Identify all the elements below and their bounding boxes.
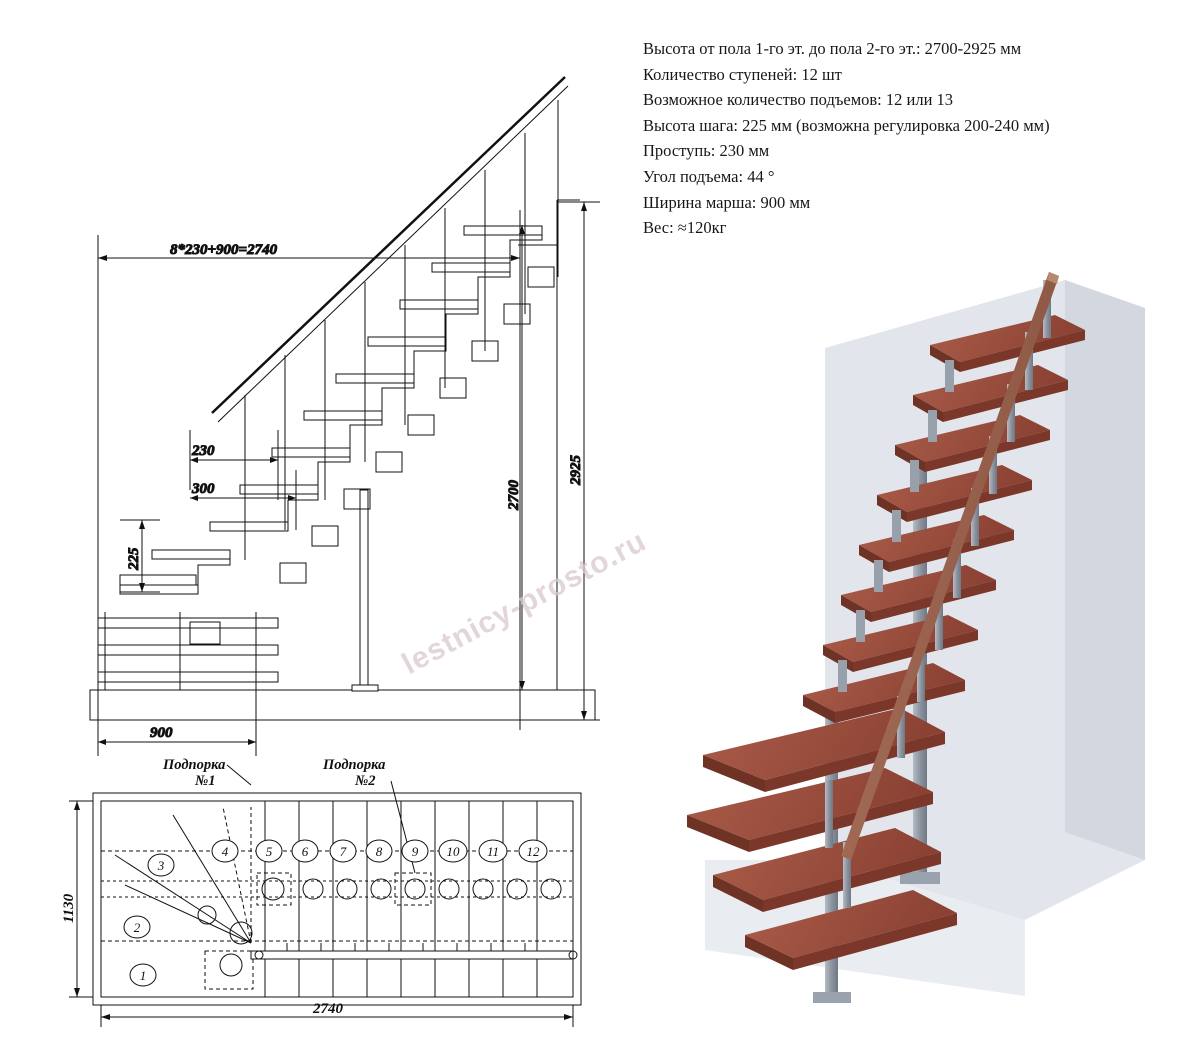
plan-drawing	[55, 755, 675, 1040]
dim-run-label: 8*230+900=2740	[170, 242, 278, 258]
plan-step-number: 2	[133, 920, 141, 935]
dim-length-label: 2740	[313, 1001, 343, 1017]
dim-tread-label: 230	[192, 443, 215, 459]
spec-line-angle: Угол подъема: 44 °	[643, 166, 775, 186]
plan-step-number: 12	[526, 844, 540, 859]
spec-line-march-width: Ширина марша: 900 мм	[643, 192, 811, 212]
plan-step-number: 6	[301, 844, 309, 859]
spec-line-weight: Вес: ≈120кг	[643, 218, 727, 238]
plan-step-number: 10	[446, 844, 460, 859]
support-2-label: Подпорка	[323, 757, 386, 773]
support-2-number: №2	[355, 773, 376, 789]
plan-step-number: 9	[411, 844, 419, 859]
dim-height-floor-label: 2700	[506, 480, 522, 510]
plan-step-number: 5	[265, 844, 273, 859]
support-1-label: Подпорка	[163, 757, 226, 773]
plan-step-number: 3	[157, 858, 165, 873]
stair-3d-render	[645, 160, 1185, 1030]
dim-300-label: 300	[192, 481, 215, 497]
elevation-drawing	[60, 30, 680, 770]
plan-step-number: 11	[486, 844, 500, 859]
spec-line-step-count: Количество ступеней: 12 шт	[643, 64, 842, 84]
dim-width-label: 900	[150, 725, 173, 741]
watermark: lestnicy-prosto.ru	[396, 524, 652, 681]
spec-line-floor-height: Высота от пола 1-го эт. до пола 2-го эт.: 2700-2925 мм	[643, 39, 1022, 58]
spec-line-tread: Проступь: 230 мм	[643, 141, 770, 161]
dim-rise-label: 225	[126, 547, 142, 570]
plan-step-number: 4	[221, 844, 229, 859]
spec-line-rise-count: Возможное количество подъемов: 12 или 13	[643, 90, 954, 110]
plan-step-number: 1	[139, 968, 147, 983]
plan-step-number: 7	[339, 844, 347, 859]
plan-step-number: 8	[375, 844, 383, 859]
support-1-number: №1	[195, 773, 216, 789]
dim-depth-label: 1130	[61, 893, 77, 923]
spec-line-step-height: Высота шага: 225 мм (возможна регулировка 200-240 мм)	[643, 115, 1050, 135]
dim-height-total-label: 2925	[568, 455, 584, 485]
